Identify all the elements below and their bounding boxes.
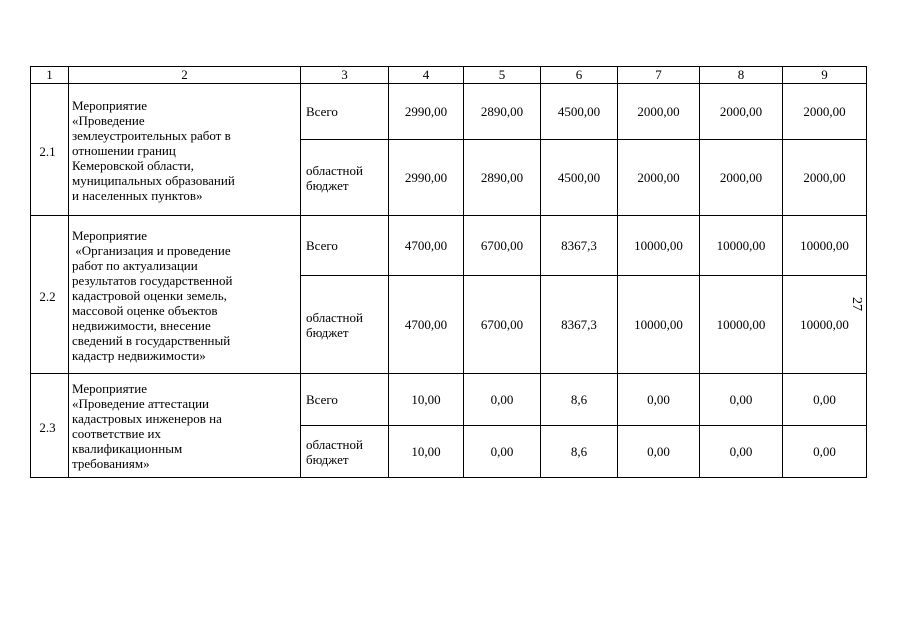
value-cell: 0,00 [464,426,541,478]
value-cell: 10000,00 [700,216,783,276]
value-cell: 0,00 [618,426,700,478]
funding-source-text: областной [306,436,363,452]
description-line: отношении границ [72,142,176,158]
header-row [31,67,867,84]
value-cell: 6700,00 [464,276,541,374]
measure-description [69,84,301,216]
table-row [31,216,867,276]
value-cell: 2890,00 [464,140,541,216]
value-cell: 2000,00 [700,84,783,140]
value-cell: 2000,00 [618,140,700,216]
funding-source [301,426,389,478]
value-cell: 0,00 [464,374,541,426]
description-line: кадастровой оценки земель, [72,287,227,303]
funding-source-text: бюджет [306,177,349,193]
row-number: 2.2 [31,216,69,374]
column-header: 1 [31,67,69,84]
table-row [31,374,867,426]
row-number: 2.3 [31,374,69,478]
description-line: сведений в государственный [72,332,231,348]
value-cell: 10,00 [389,374,464,426]
value-cell: 10000,00 [700,276,783,374]
funding-source [301,84,389,140]
value-cell: 2990,00 [389,140,464,216]
value-cell: 6700,00 [464,216,541,276]
funding-source-text: Всего [306,392,338,407]
value-cell: 8,6 [541,426,618,478]
description-line: «Организация и проведение [72,242,231,258]
description-line: кадастровых инженеров на [72,411,222,426]
description-line: требованиям» [72,456,150,471]
value-cell: 0,00 [783,374,867,426]
description-line: «Проведение [72,112,145,128]
description-line: Мероприятие [72,227,147,243]
value-cell: 2000,00 [783,140,867,216]
value-cell: 0,00 [618,374,700,426]
value-cell: 10,00 [389,426,464,478]
description-line: кадастр недвижимости» [72,347,206,363]
value-cell: 8367,3 [541,276,618,374]
value-cell: 10000,00 [783,276,867,374]
description-line: «Проведение аттестации [72,396,210,411]
description-line: соответствие их [72,426,161,441]
value-cell: 2000,00 [618,84,700,140]
funding-source-text: областной [306,162,363,178]
funding-source [301,276,389,374]
description-line: и населенных пунктов» [72,187,203,203]
funding-source-text: бюджет [306,451,349,467]
column-header: 9 [783,67,867,84]
row-number: 2.1 [31,84,69,216]
funding-source [301,374,389,426]
value-cell: 2000,00 [783,84,867,140]
measure-description [69,374,301,478]
value-cell: 8367,3 [541,216,618,276]
value-cell: 10000,00 [618,276,700,374]
value-cell: 10000,00 [783,216,867,276]
value-cell: 0,00 [783,426,867,478]
value-cell: 2890,00 [464,84,541,140]
value-cell: 4500,00 [541,140,618,216]
description-line: недвижимости, внесение [72,317,211,333]
description-line: квалификационным [72,441,183,456]
value-cell: 0,00 [700,374,783,426]
description-line: Мероприятие [72,97,147,113]
value-cell: 2990,00 [389,84,464,140]
description-line: муниципальных образований [72,172,235,188]
description-line: результатов государственной [72,272,233,288]
column-header: 2 [69,67,301,84]
page-number: 27 [849,297,864,311]
value-cell: 10000,00 [618,216,700,276]
column-header: 8 [700,67,783,84]
value-cell: 0,00 [700,426,783,478]
column-header: 4 [389,67,464,84]
description-line: Мероприятие [72,381,147,396]
description-line: массовой оценке объектов [72,302,218,318]
column-header: 3 [301,67,389,84]
value-cell: 4500,00 [541,84,618,140]
description-line: землеустроительных работ в [72,127,231,143]
value-cell: 2000,00 [700,140,783,216]
description-line: работ по актуализации [72,257,198,273]
column-header: 6 [541,67,618,84]
column-header: 5 [464,67,541,84]
funding-source-text: областной [306,309,363,325]
funding-source [301,216,389,276]
value-cell: 4700,00 [389,276,464,374]
funding-source [301,140,389,216]
measure-description [69,216,301,374]
description-line: Кемеровской области, [72,157,194,173]
funding-source-text: Всего [306,238,338,253]
table-row [31,84,867,140]
funding-source-text: бюджет [306,324,349,340]
value-cell: 8,6 [541,374,618,426]
column-header: 7 [618,67,700,84]
value-cell: 4700,00 [389,216,464,276]
funding-source-text: Всего [306,104,338,119]
budget-table [30,66,867,478]
